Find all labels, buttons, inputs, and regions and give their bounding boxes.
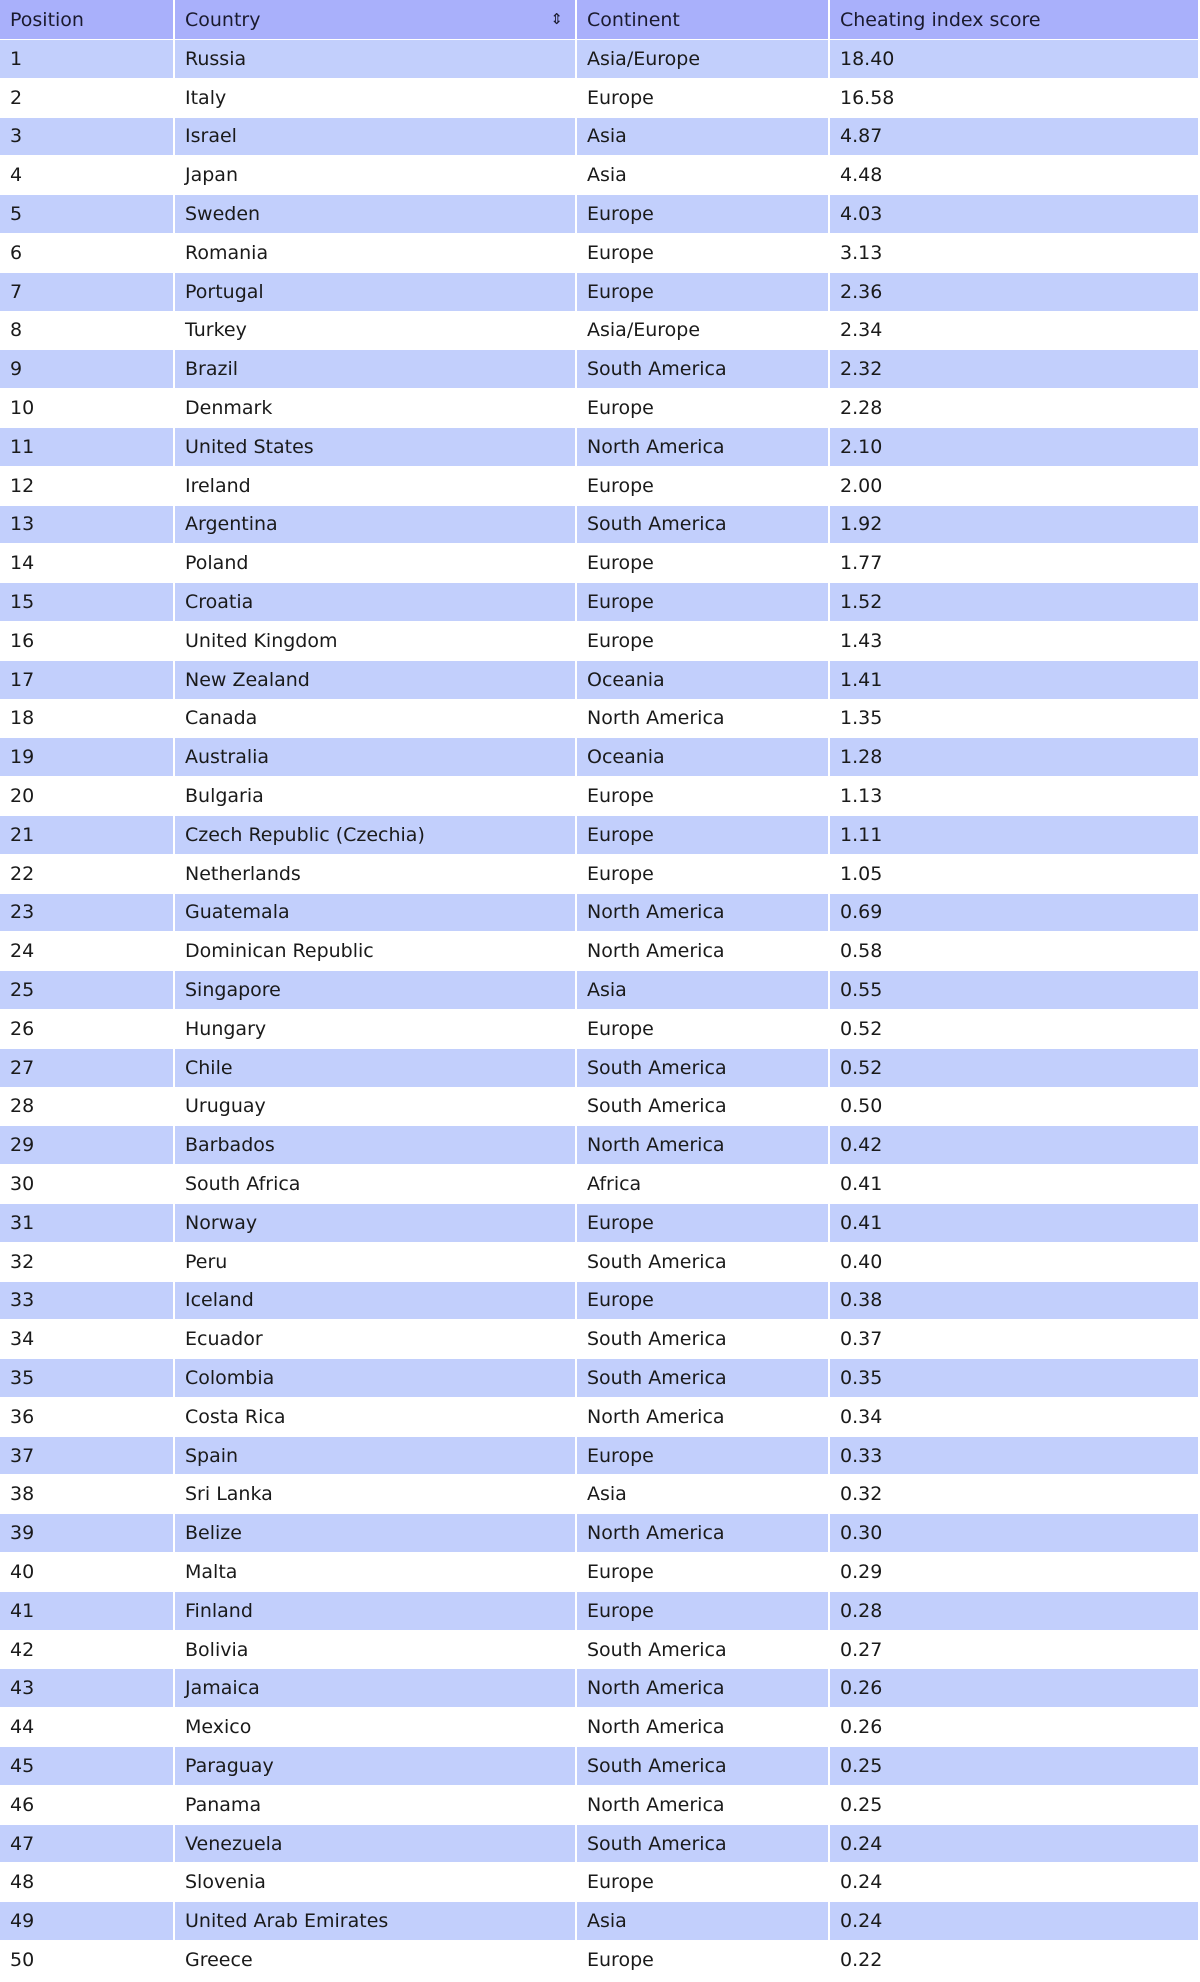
cell-position: 17: [0, 661, 175, 699]
table-row: [0, 1747, 1198, 1786]
cell-score: 0.35: [840, 1366, 883, 1389]
cell-continent: Europe: [577, 1204, 830, 1242]
cell-country: Mexico: [175, 1708, 577, 1746]
cell-country: Iceland: [175, 1282, 577, 1320]
cell-position: 11: [0, 428, 175, 466]
cell-score: 0.33: [840, 1444, 883, 1467]
table-row: [0, 1359, 1198, 1398]
cell-position: 33: [0, 1282, 175, 1320]
cell-continent: North America: [577, 932, 830, 970]
cell-score: 1.13: [840, 785, 883, 808]
table-row: [0, 1553, 1198, 1592]
cell-position: 29: [0, 1126, 175, 1164]
cell-continent: Europe: [577, 389, 830, 427]
table-row: [0, 1282, 1198, 1321]
cell-position: 21: [0, 816, 175, 854]
cell-position: 20: [0, 777, 175, 815]
header-score[interactable]: Cheating index score: [840, 8, 1041, 31]
cell-continent: South America: [577, 1320, 830, 1358]
cell-continent: Europe: [577, 467, 830, 505]
cell-continent: Europe: [577, 1282, 830, 1320]
cell-position: 19: [0, 738, 175, 776]
table-row: [0, 622, 1198, 661]
cell-country: Brazil: [175, 350, 577, 388]
cell-score: 4.03: [840, 203, 883, 226]
cell-continent: Africa: [577, 1165, 830, 1203]
table-row: [0, 661, 1198, 700]
cell-score: 2.34: [840, 319, 883, 342]
table-row: [0, 389, 1198, 428]
table-row: [0, 273, 1198, 312]
cell-score: 4.87: [840, 125, 883, 148]
table-row: [0, 1863, 1198, 1902]
table-row: [0, 1825, 1198, 1864]
table-header-row: [0, 0, 1198, 40]
cell-position: 28: [0, 1088, 175, 1126]
cell-continent: South America: [577, 350, 830, 388]
cell-position: 44: [0, 1708, 175, 1746]
cell-position: 24: [0, 932, 175, 970]
cell-continent: Europe: [577, 583, 830, 621]
cell-country: Uruguay: [175, 1088, 577, 1126]
cell-position: 23: [0, 894, 175, 932]
cell-country: South Africa: [175, 1165, 577, 1203]
cell-continent: Europe: [577, 273, 830, 311]
cell-score: 2.28: [840, 397, 883, 420]
cell-country: Jamaica: [175, 1669, 577, 1707]
table-row: [0, 428, 1198, 467]
cell-country: Malta: [175, 1553, 577, 1591]
cell-country: Costa Rica: [175, 1398, 577, 1436]
cell-country: Venezuela: [175, 1825, 577, 1863]
cell-position: 36: [0, 1398, 175, 1436]
cell-score: 0.29: [840, 1560, 883, 1583]
cell-continent: Asia/Europe: [577, 312, 830, 350]
cell-score: 0.40: [840, 1250, 883, 1273]
cell-position: 13: [0, 506, 175, 544]
cell-country: Peru: [175, 1243, 577, 1281]
table-row: [0, 1437, 1198, 1476]
cell-score: 1.41: [840, 668, 883, 691]
table-row: [0, 816, 1198, 855]
cell-continent: Asia: [577, 971, 830, 1009]
table-row: [0, 350, 1198, 389]
table-row: [0, 1010, 1198, 1049]
table-row: [0, 1592, 1198, 1631]
cell-score: 2.10: [840, 435, 883, 458]
cell-continent: Oceania: [577, 661, 830, 699]
cell-country: United Arab Emirates: [175, 1902, 577, 1940]
header-position[interactable]: Position: [0, 0, 175, 39]
cell-country: Czech Republic (Czechia): [175, 816, 577, 854]
cell-country: Romania: [175, 234, 577, 272]
table-row: [0, 855, 1198, 894]
table-row: [0, 156, 1198, 195]
header-country-label: Country: [185, 8, 261, 31]
table-row: [0, 1204, 1198, 1243]
cell-country: United States: [175, 428, 577, 466]
cell-country: Argentina: [175, 506, 577, 544]
cell-score: 2.00: [840, 474, 883, 497]
table-row: [0, 506, 1198, 545]
table-row: [0, 312, 1198, 351]
cell-continent: Europe: [577, 855, 830, 893]
table-row: [0, 1708, 1198, 1747]
cell-score: 0.30: [840, 1522, 883, 1545]
cell-country: Chile: [175, 1049, 577, 1087]
cell-country: Japan: [175, 156, 577, 194]
cell-continent: Europe: [577, 1437, 830, 1475]
cell-continent: North America: [577, 1126, 830, 1164]
cell-country: Singapore: [175, 971, 577, 1009]
cell-continent: Europe: [577, 1553, 830, 1591]
cell-country: Dominican Republic: [175, 932, 577, 970]
cell-continent: North America: [577, 1514, 830, 1552]
cell-continent: North America: [577, 428, 830, 466]
table-row: [0, 79, 1198, 118]
table-row: [0, 1631, 1198, 1670]
cell-country: Ireland: [175, 467, 577, 505]
cell-country: New Zealand: [175, 661, 577, 699]
cell-score: 0.41: [840, 1211, 883, 1234]
table-row: [0, 234, 1198, 273]
cell-country: Bolivia: [175, 1631, 577, 1669]
cell-country: Spain: [175, 1437, 577, 1475]
cell-position: 50: [0, 1941, 175, 1979]
cell-score: 0.32: [840, 1483, 883, 1506]
cell-score: 0.38: [840, 1289, 883, 1312]
table-row: [0, 544, 1198, 583]
cell-continent: Europe: [577, 195, 830, 233]
cell-score: 1.92: [840, 513, 883, 536]
table-row: [0, 894, 1198, 933]
cell-position: 31: [0, 1204, 175, 1242]
table-row: [0, 1902, 1198, 1941]
cell-country: Italy: [175, 79, 577, 117]
cell-continent: Asia/Europe: [577, 40, 830, 78]
cell-continent: Europe: [577, 1863, 830, 1901]
cell-country: Canada: [175, 700, 577, 738]
cell-score: 0.34: [840, 1405, 883, 1428]
cell-score: 0.28: [840, 1599, 883, 1622]
cell-continent: Asia: [577, 156, 830, 194]
table-row: [0, 583, 1198, 622]
cell-continent: South America: [577, 1049, 830, 1087]
cell-score: 0.42: [840, 1134, 883, 1157]
cell-score: 0.52: [840, 1017, 883, 1040]
table-row: [0, 1243, 1198, 1282]
cell-country: Turkey: [175, 312, 577, 350]
cell-position: 26: [0, 1010, 175, 1048]
cell-country: Australia: [175, 738, 577, 776]
cell-continent: Europe: [577, 1941, 830, 1979]
cell-continent: North America: [577, 894, 830, 932]
table-row: [0, 118, 1198, 157]
cell-continent: Europe: [577, 79, 830, 117]
cell-score: 0.26: [840, 1716, 883, 1739]
cell-country: Bulgaria: [175, 777, 577, 815]
cell-score: 0.25: [840, 1754, 883, 1777]
cell-continent: North America: [577, 700, 830, 738]
cell-country: Israel: [175, 118, 577, 156]
cell-position: 18: [0, 700, 175, 738]
cell-continent: Asia: [577, 1475, 830, 1513]
table-row: [0, 40, 1198, 79]
cell-country: Guatemala: [175, 894, 577, 932]
table-row: [0, 467, 1198, 506]
table-row: [0, 195, 1198, 234]
cell-country: Russia: [175, 40, 577, 78]
cell-position: 1: [0, 40, 175, 78]
cell-continent: South America: [577, 1631, 830, 1669]
cell-continent: South America: [577, 1747, 830, 1785]
cell-position: 25: [0, 971, 175, 1009]
cell-score: 4.48: [840, 164, 883, 187]
cell-score: 0.37: [840, 1328, 883, 1351]
cell-country: Barbados: [175, 1126, 577, 1164]
cell-position: 34: [0, 1320, 175, 1358]
table-row: [0, 777, 1198, 816]
cell-score: 0.27: [840, 1638, 883, 1661]
cell-score: 1.05: [840, 862, 883, 885]
cell-continent: South America: [577, 1825, 830, 1863]
cell-position: 14: [0, 544, 175, 582]
cell-position: 10: [0, 389, 175, 427]
cell-position: 8: [0, 312, 175, 350]
cell-country: Paraguay: [175, 1747, 577, 1785]
cell-continent: South America: [577, 1088, 830, 1126]
cell-position: 16: [0, 622, 175, 660]
cell-position: 4: [0, 156, 175, 194]
header-country[interactable]: [175, 0, 577, 39]
cell-score: 0.52: [840, 1056, 883, 1079]
table-body: [0, 40, 1198, 1980]
cell-continent: North America: [577, 1708, 830, 1746]
cell-score: 0.41: [840, 1173, 883, 1195]
cell-score: 3.13: [840, 241, 883, 264]
sort-arrows-icon[interactable]: ⇕: [550, 10, 563, 28]
cell-position: 38: [0, 1475, 175, 1513]
cell-score: 1.77: [840, 552, 883, 575]
cell-continent: Europe: [577, 234, 830, 272]
cell-position: 39: [0, 1514, 175, 1552]
cell-score: 1.11: [840, 823, 883, 846]
table-row: [0, 1786, 1198, 1825]
cell-score: 2.32: [840, 358, 883, 381]
cell-position: 32: [0, 1243, 175, 1281]
table-row: [0, 932, 1198, 971]
table-row: [0, 1165, 1198, 1204]
cell-country: Sweden: [175, 195, 577, 233]
table-row: [0, 1475, 1198, 1514]
cell-position: 43: [0, 1669, 175, 1707]
cell-country: United Kingdom: [175, 622, 577, 660]
cell-country: Poland: [175, 544, 577, 582]
cell-position: 40: [0, 1553, 175, 1591]
cell-score: 0.24: [840, 1832, 883, 1855]
table-row: [0, 1941, 1198, 1980]
cell-continent: Europe: [577, 816, 830, 854]
cell-score: 0.25: [840, 1793, 883, 1816]
cell-continent: Asia: [577, 1902, 830, 1940]
cell-position: 47: [0, 1825, 175, 1863]
cell-country: Portugal: [175, 273, 577, 311]
cell-continent: South America: [577, 1359, 830, 1397]
cell-position: 35: [0, 1359, 175, 1397]
cell-score: 0.50: [840, 1095, 883, 1118]
cell-country: Norway: [175, 1204, 577, 1242]
table-row: [0, 1669, 1198, 1708]
cell-score: 18.40: [840, 47, 895, 70]
table-row: [0, 738, 1198, 777]
cell-position: 5: [0, 195, 175, 233]
cell-score: 1.52: [840, 591, 883, 614]
cell-continent: North America: [577, 1669, 830, 1707]
cell-position: 27: [0, 1049, 175, 1087]
cell-country: Denmark: [175, 389, 577, 427]
cell-country: Greece: [175, 1941, 577, 1979]
cell-score: 0.22: [840, 1948, 883, 1971]
cell-continent: Europe: [577, 1592, 830, 1630]
cell-position: 15: [0, 583, 175, 621]
cell-position: 3: [0, 118, 175, 156]
cell-score: 0.69: [840, 901, 883, 924]
cell-position: 30: [0, 1165, 175, 1203]
cell-continent: Europe: [577, 544, 830, 582]
cell-score: 0.55: [840, 979, 883, 1002]
table-row: [0, 1126, 1198, 1165]
cell-score: 0.24: [840, 1910, 883, 1933]
cell-position: 12: [0, 467, 175, 505]
table-row: [0, 700, 1198, 739]
cell-continent: Asia: [577, 118, 830, 156]
cell-score: 1.43: [840, 629, 883, 652]
table-row: [0, 1514, 1198, 1553]
cell-continent: South America: [577, 506, 830, 544]
cell-position: 46: [0, 1786, 175, 1824]
cell-score: 0.24: [840, 1871, 883, 1894]
cell-position: 22: [0, 855, 175, 893]
cell-country: Netherlands: [175, 855, 577, 893]
cell-continent: Europe: [577, 777, 830, 815]
table-row: [0, 971, 1198, 1010]
cell-country: Colombia: [175, 1359, 577, 1397]
cell-score: 1.35: [840, 707, 883, 730]
cell-position: 6: [0, 234, 175, 272]
cell-position: 48: [0, 1863, 175, 1901]
cell-position: 49: [0, 1902, 175, 1940]
cell-continent: North America: [577, 1398, 830, 1436]
cell-country: Sri Lanka: [175, 1475, 577, 1513]
table-row: [0, 1049, 1198, 1088]
cell-score: 2.36: [840, 280, 883, 303]
cell-position: 45: [0, 1747, 175, 1785]
header-continent[interactable]: Continent: [577, 0, 830, 39]
cell-position: 2: [0, 79, 175, 117]
table-row: [0, 1320, 1198, 1359]
table-row: [0, 1088, 1198, 1127]
cell-country: Ecuador: [175, 1320, 577, 1358]
cell-country: Croatia: [175, 583, 577, 621]
cell-position: 7: [0, 273, 175, 311]
cell-continent: South America: [577, 1243, 830, 1281]
cell-score: 16.58: [840, 86, 895, 109]
cell-position: 41: [0, 1592, 175, 1630]
cell-country: Belize: [175, 1514, 577, 1552]
table-row: [0, 1398, 1198, 1437]
cell-continent: North America: [577, 1786, 830, 1824]
cell-continent: Oceania: [577, 738, 830, 776]
cell-country: Panama: [175, 1786, 577, 1824]
cell-continent: Europe: [577, 1010, 830, 1048]
cell-position: 42: [0, 1631, 175, 1669]
cell-score: 1.28: [840, 746, 883, 769]
cell-score: 0.26: [840, 1677, 883, 1700]
cell-position: 9: [0, 350, 175, 388]
cell-continent: Europe: [577, 622, 830, 660]
cell-country: Hungary: [175, 1010, 577, 1048]
cell-country: Finland: [175, 1592, 577, 1630]
cell-country: Slovenia: [175, 1863, 577, 1901]
cell-position: 37: [0, 1437, 175, 1475]
cell-score: 0.58: [840, 940, 883, 963]
